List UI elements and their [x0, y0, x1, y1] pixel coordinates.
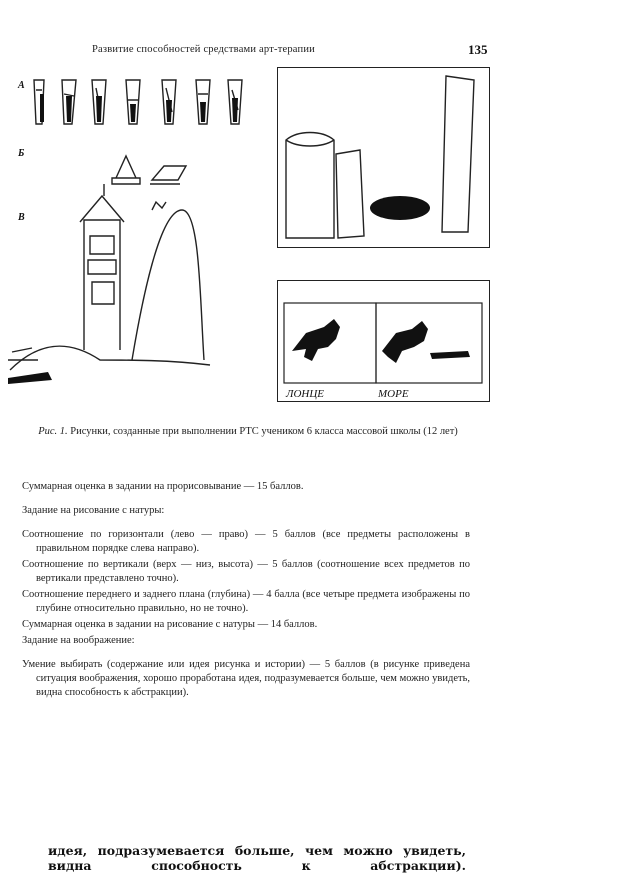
footer-text: идея, подразумевается больше, чем можно увидеть, видна способность к абстракции). — [48, 843, 466, 873]
figure-left-drawings — [0, 60, 270, 400]
drawing-item-depth: Соотношение переднего и заднего плана (глубина) — 4 балла (все четыре предмета изображены по глубине относительно правильно, но не точно). — [22, 589, 470, 614]
drawing-item-summary: Суммарная оценка в задании на рисование с натуры — 14 баллов. — [22, 619, 318, 630]
still-life-box — [277, 67, 490, 248]
sketch-word-2: МОРЕ — [378, 388, 409, 400]
imagination-box — [277, 280, 490, 402]
running-head: Развитие способностей средствами арт-терапии — [92, 44, 315, 55]
imagination-item: Умение выбирать (содержание или идея рисунка и истории) — 5 баллов (в рисунке приведена ситуация воображения, хорошо проработана идея, подразумевается больше, чем можно увидеть, видна способность к абстракции). — [22, 659, 470, 698]
panel-label-b: Б — [18, 148, 25, 159]
drawing-item-horizontal: Соотношение по горизонтали (лево — право) — 5 баллов (все предметы расположены в правильном порядке слева направо). — [22, 529, 470, 554]
still-life-sketch — [278, 68, 489, 247]
drawing-section-title: Задание на рисование с натуры: — [22, 505, 165, 516]
vessel-sketch-row — [34, 80, 242, 124]
panel-label-a: А — [18, 80, 25, 91]
objects-sketch-row — [112, 156, 186, 184]
tower-hill-sketch — [8, 184, 210, 370]
imagination-section-title: Задание на воображение: — [22, 635, 135, 646]
body-text — [22, 480, 470, 702]
sketch-word-1: ЛОНЦЕ — [286, 388, 325, 400]
caption-label: Рис. 1. — [38, 426, 68, 437]
panel-label-v: В — [18, 212, 25, 223]
figure-caption — [28, 425, 468, 439]
page-number: 135 — [468, 42, 488, 57]
drawing-item-vertical: Соотношение по вертикали (верх — низ, высота) — 5 баллов (соотношение всех предметов по вертикали представлено точно). — [22, 559, 470, 584]
imagination-sketch — [278, 281, 489, 401]
summary-copy: Суммарная оценка в задании на прорисовывание — 15 баллов. — [22, 481, 304, 492]
caption-text: Рисунки, созданные при выполнении РТС учеником 6 класса массовой школы (12 лет) — [70, 426, 458, 437]
